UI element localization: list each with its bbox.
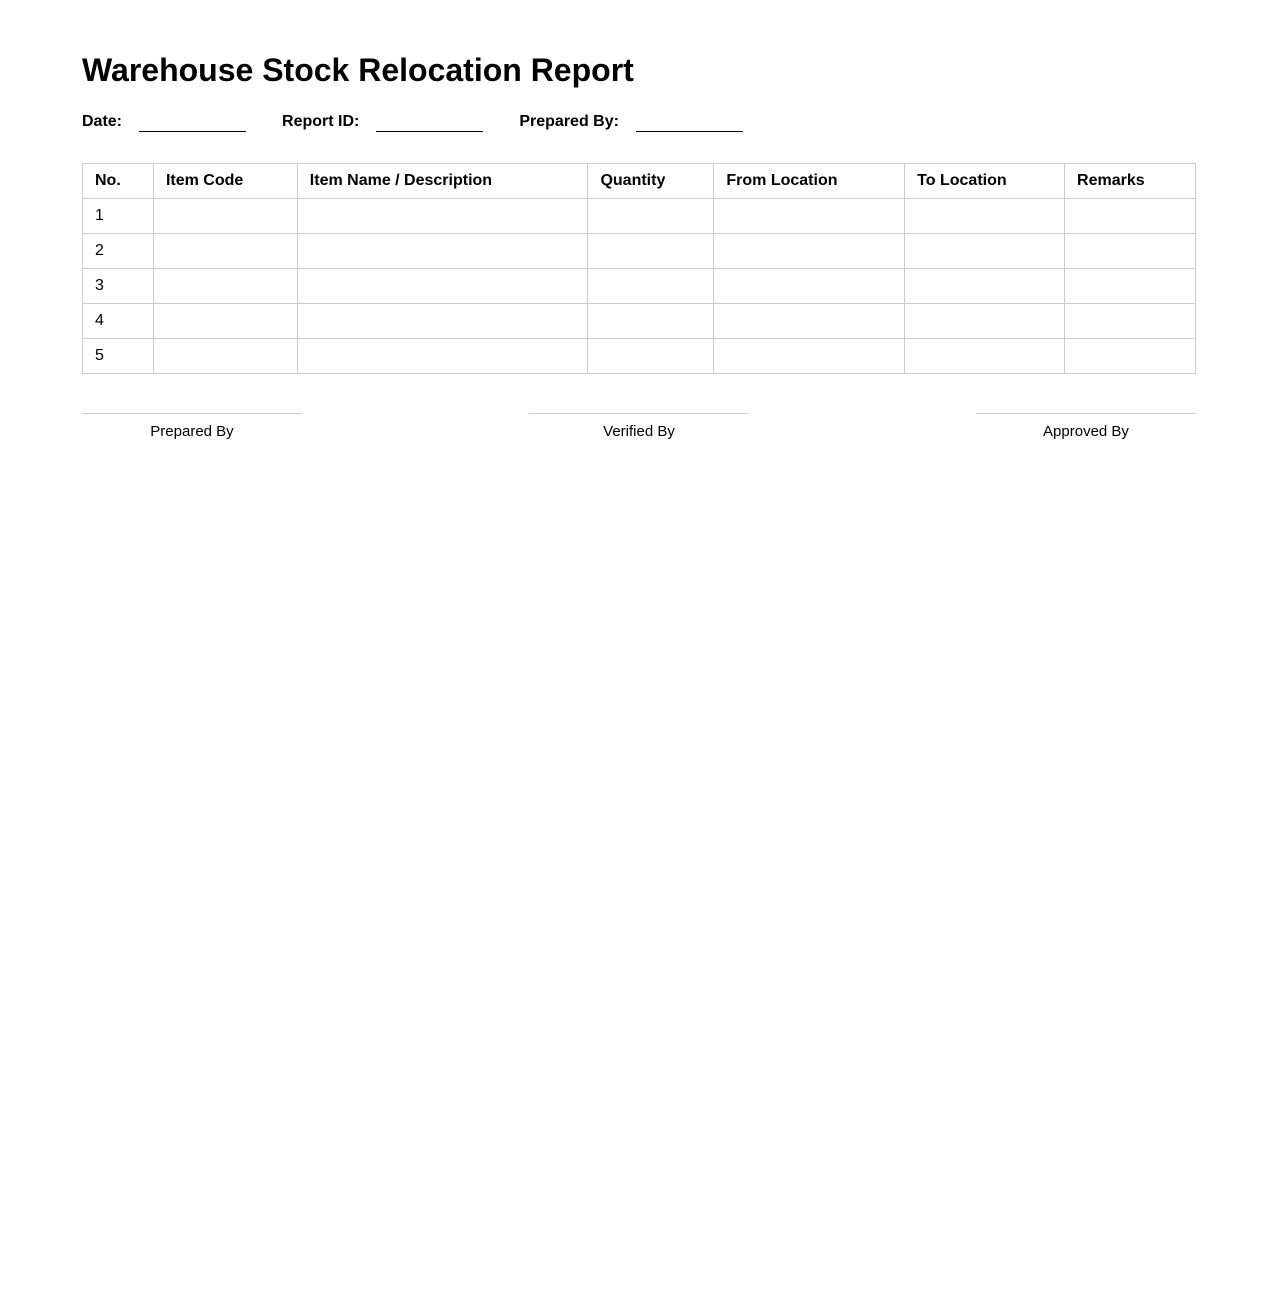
table-row	[83, 304, 1196, 339]
cell-item-name[interactable]	[297, 199, 588, 234]
cell-no: 2	[83, 234, 154, 269]
cell-no: 1	[83, 199, 154, 234]
cell-from-location[interactable]	[714, 234, 905, 269]
cell-to-location[interactable]	[905, 269, 1065, 304]
relocation-table	[82, 163, 1196, 374]
cell-from-location[interactable]	[714, 269, 905, 304]
report-id-field[interactable]	[376, 113, 483, 132]
cell-remarks[interactable]	[1065, 304, 1196, 339]
cell-from-location[interactable]	[714, 199, 905, 234]
prepared-by-label: Prepared By:	[519, 113, 619, 130]
cell-item-code[interactable]	[153, 234, 297, 269]
cell-no: 3	[83, 269, 154, 304]
cell-from-location[interactable]	[714, 304, 905, 339]
cell-quantity[interactable]	[588, 269, 714, 304]
cell-to-location[interactable]	[905, 304, 1065, 339]
date-field[interactable]	[139, 113, 246, 132]
cell-quantity[interactable]	[588, 199, 714, 234]
cell-remarks[interactable]	[1065, 199, 1196, 234]
cell-quantity[interactable]	[588, 234, 714, 269]
page-title: Warehouse Stock Relocation Report	[82, 52, 634, 88]
table-row	[83, 199, 1196, 234]
cell-to-location[interactable]	[905, 199, 1065, 234]
cell-from-location[interactable]	[714, 339, 905, 374]
cell-item-name[interactable]	[297, 304, 588, 339]
cell-quantity[interactable]	[588, 304, 714, 339]
column-header-from-location: From Location	[714, 164, 905, 199]
cell-item-code[interactable]	[153, 269, 297, 304]
cell-item-code[interactable]	[153, 199, 297, 234]
cell-item-name[interactable]	[297, 339, 588, 374]
cell-item-code[interactable]	[153, 304, 297, 339]
signature-prepared-by: Prepared By	[82, 413, 302, 440]
column-header-quantity: Quantity	[588, 164, 714, 199]
report-id-label: Report ID:	[282, 113, 360, 130]
signature-verified-by: Verified By	[529, 413, 749, 440]
table-row	[83, 234, 1196, 269]
cell-item-code[interactable]	[153, 339, 297, 374]
report-meta-fields	[82, 112, 779, 132]
cell-no: 5	[83, 339, 154, 374]
cell-to-location[interactable]	[905, 339, 1065, 374]
column-header-item-name: Item Name / Description	[297, 164, 588, 199]
cell-to-location[interactable]	[905, 234, 1065, 269]
cell-item-name[interactable]	[297, 234, 588, 269]
cell-remarks[interactable]	[1065, 234, 1196, 269]
date-label: Date:	[82, 113, 123, 130]
cell-no: 4	[83, 304, 154, 339]
prepared-by-field[interactable]	[636, 113, 743, 132]
table-row	[83, 269, 1196, 304]
column-header-remarks: Remarks	[1065, 164, 1196, 199]
table-row	[83, 339, 1196, 374]
cell-quantity[interactable]	[588, 339, 714, 374]
cell-remarks[interactable]	[1065, 269, 1196, 304]
column-header-to-location: To Location	[905, 164, 1065, 199]
signature-approved-by: Approved By	[976, 413, 1196, 440]
table-header-row	[83, 164, 1196, 199]
column-header-item-code: Item Code	[153, 164, 297, 199]
cell-item-name[interactable]	[297, 269, 588, 304]
column-header-no: No.	[83, 164, 154, 199]
cell-remarks[interactable]	[1065, 339, 1196, 374]
